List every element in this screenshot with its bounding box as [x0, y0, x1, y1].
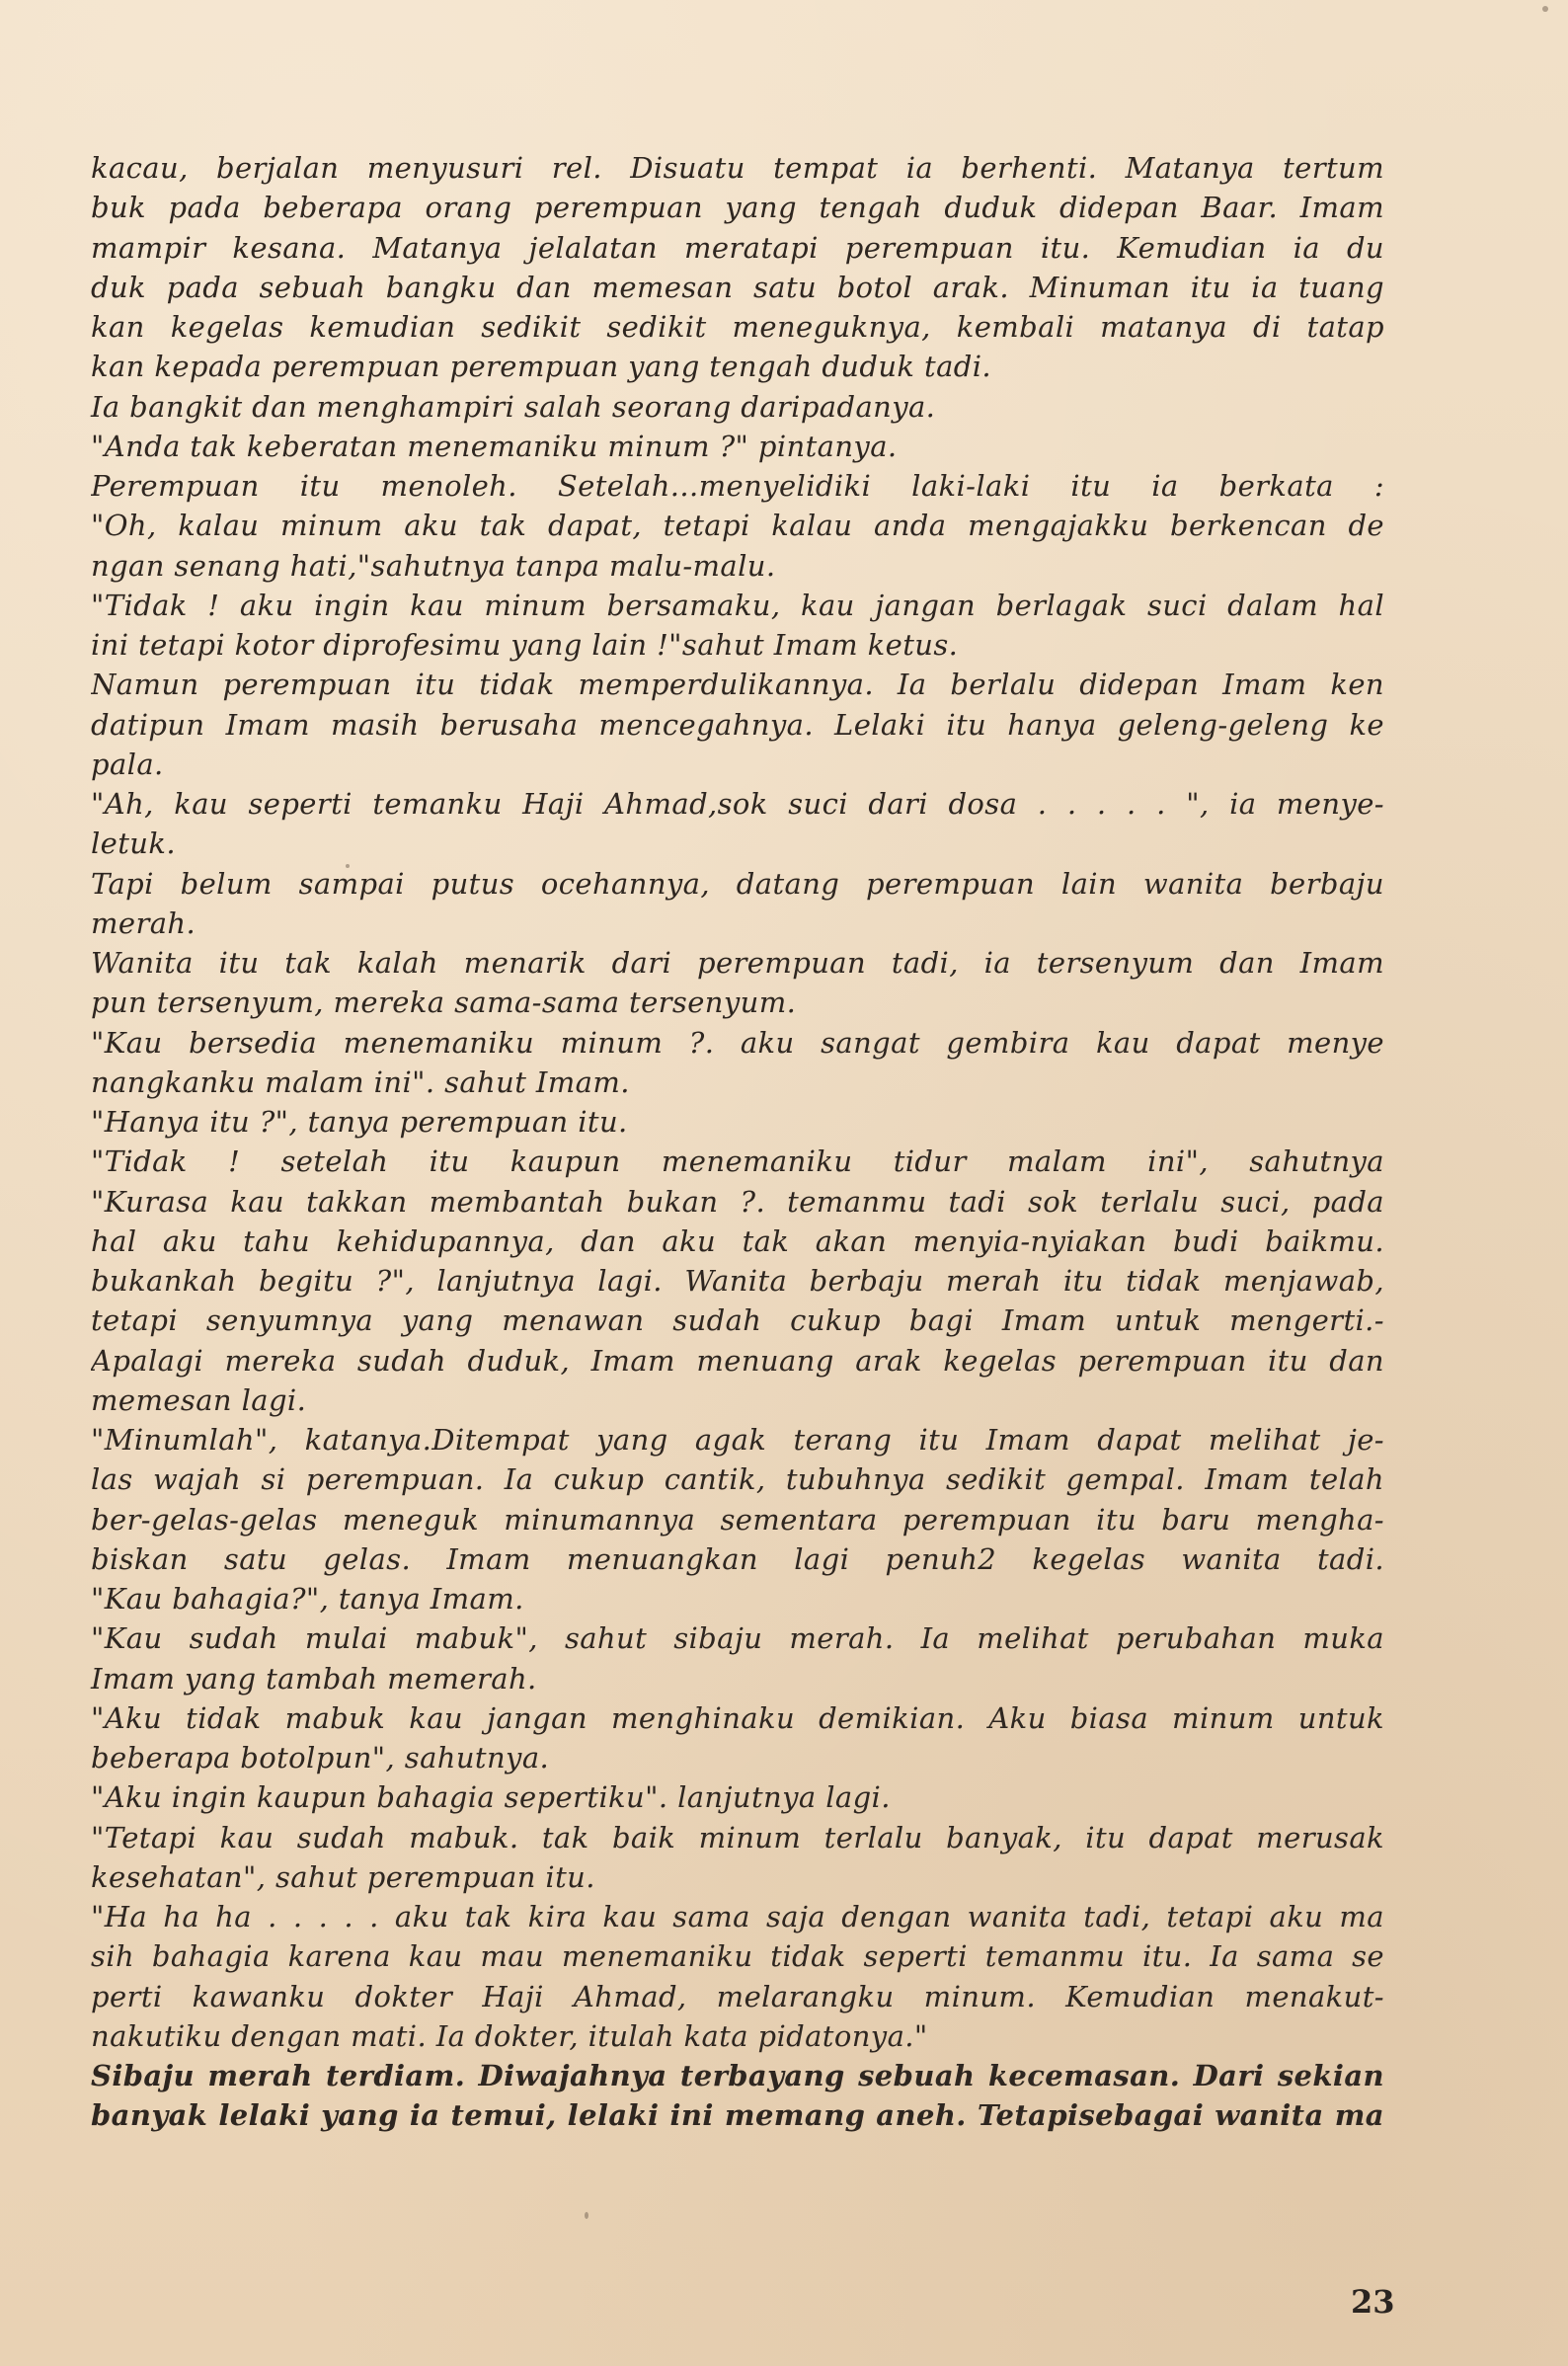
text-line: "Kurasa kau takkan membantah bukan ?. temanmu tadi sok terlalu suci, pada: [91, 1184, 1384, 1219]
text-line: kan kepada perempuan perempuan yang tengah duduk tadi.: [91, 350, 992, 384]
text-line: hal aku tahu kehidupannya, dan aku tak akan menyia-nyiakan budi baikmu.: [91, 1223, 1384, 1258]
text-line: "Kau bersedia menemaniku minum ?. aku sangat gembira kau dapat menye: [91, 1025, 1384, 1060]
text-line: pala.: [91, 747, 164, 781]
text-line: Tapi belum sampai putus ocehannya, datang perempuan lain wanita berbaju: [91, 866, 1384, 901]
text-line: Namun perempuan itu tidak memperdulikannya. Ia berlalu didepan Imam ken: [91, 668, 1384, 702]
text-line: "Tidak ! setelah itu kaupun menemaniku tidur malam ini", sahutnya: [91, 1144, 1384, 1179]
text-line: ber-gelas-gelas meneguk minumannya sementara perempuan itu baru mengha-: [91, 1502, 1384, 1537]
text-line: "Tetapi kau sudah mabuk. tak baik minum terlalu banyak, itu dapat merusak: [91, 1820, 1384, 1854]
text-line: Sibaju merah terdiam. Diwajahnya terbayang sebuah kecemasan. Dari sekian: [91, 2059, 1384, 2092]
text-line: "Hanya itu ?", tanya perempuan itu.: [91, 1105, 628, 1139]
text-line: "Oh, kalau minum aku tak dapat, tetapi kalau anda mengajakku berkencan de: [91, 509, 1384, 543]
page-number: 23: [1351, 2283, 1395, 2321]
text-line: "Anda tak keberatan menemaniku minum ?" pintanya.: [91, 429, 898, 463]
text-line: mampir kesana. Matanya jelalatan meratapi perempuan itu. Kemudian ia du: [91, 230, 1384, 265]
text-line: Apalagi mereka sudah duduk, Imam menuang arak kegelas perempuan itu dan: [91, 1343, 1384, 1378]
text-line: Wanita itu tak kalah menarik dari perempuan tadi, ia tersenyum dan Imam: [91, 946, 1384, 980]
text-line: "Aku ingin kaupun bahagia sepertiku". lanjutnya lagi.: [91, 1780, 891, 1815]
text-line: "Ha ha ha . . . . . aku tak kira kau sama saja dengan wanita tadi, tetapi aku ma: [91, 1900, 1384, 1933]
text-line: "Aku tidak mabuk kau jangan menghinaku demikian. Aku biasa minum untuk: [91, 1700, 1384, 1735]
ink-speck: [1542, 6, 1548, 12]
text-line: bukankah begitu ?", lanjutnya lagi. Wanita berbaju merah itu tidak menjawab,: [91, 1264, 1384, 1298]
ink-speck: [585, 2212, 588, 2219]
text-line: merah.: [91, 906, 196, 940]
text-line: memesan lagi.: [91, 1382, 307, 1417]
body-text: [91, 148, 1384, 2136]
text-line: duk pada sebuah bangku dan memesan satu botol arak. Minuman itu ia tuang: [91, 270, 1384, 304]
text-line: "Kau sudah mulai mabuk", sahut sibaju merah. Ia melihat perubahan muka: [91, 1621, 1384, 1656]
text-line: buk pada beberapa orang perempuan yang tengah duduk didepan Baar. Imam: [91, 191, 1384, 225]
text-line: biskan satu gelas. Imam menuangkan lagi penuh2 kegelas wanita tadi.: [91, 1541, 1384, 1576]
text-line: beberapa botolpun", sahutnya.: [91, 1741, 550, 1774]
text-line: letuk.: [91, 827, 176, 861]
text-line: pun tersenyum, mereka sama-sama tersenyum.: [91, 986, 797, 1020]
text-line: kan kegelas kemudian sedikit sedikit meneguknya, kembali matanya di tatap: [91, 310, 1384, 344]
text-line: Perempuan itu menoleh. Setelah...menyelidiki laki-laki itu ia berkata :: [91, 469, 1384, 503]
text-line: Ia bangkit dan menghampiri salah seorang daripadanya.: [91, 389, 936, 424]
text-line: kacau, berjalan menyusuri rel. Disuatu tempat ia berhenti. Matanya tertum: [91, 151, 1384, 185]
text-line: las wajah si perempuan. Ia cukup cantik, tubuhnya sedikit gempal. Imam telah: [91, 1462, 1384, 1497]
text-line: ngan senang hati,"sahutnya tanpa malu-malu.: [91, 548, 776, 583]
text-line: banyak lelaki yang ia temui, lelaki ini memang aneh. Tetapisebagai wanita ma: [91, 2098, 1384, 2133]
text-line: ini tetapi kotor diprofesimu yang lain !"sahut Imam ketus.: [91, 628, 959, 662]
text-line: sih bahagia karena kau mau menemaniku tidak seperti temanmu itu. Ia sama se: [91, 1939, 1384, 1974]
text-line: "Tidak ! aku ingin kau minum bersamaku, kau jangan berlagak suci dalam hal: [91, 588, 1384, 622]
text-line: nangkanku malam ini". sahut Imam.: [91, 1065, 630, 1099]
text-line: Imam yang tambah memerah.: [91, 1661, 537, 1696]
text-line: "Kau bahagia?", tanya Imam.: [91, 1582, 524, 1616]
text-line: "Ah, kau seperti temanku Haji Ahmad,sok suci dari dosa . . . . . ", ia menye-: [91, 787, 1384, 821]
text-line: tetapi senyumnya yang menawan sudah cukup bagi Imam untuk mengerti.-: [91, 1303, 1384, 1338]
text-line: "Minumlah", katanya.Ditempat yang agak terang itu Imam dapat melihat je-: [91, 1423, 1384, 1457]
text-line: kesehatan", sahut perempuan itu.: [91, 1859, 595, 1894]
text-line: datipun Imam masih berusaha mencegahnya. Lelaki itu hanya geleng-geleng ke: [91, 707, 1384, 742]
text-line: nakutiku dengan mati. Ia dokter, itulah kata pidatonya.": [91, 2018, 928, 2053]
text-line: perti kawanku dokter Haji Ahmad, melarangku minum. Kemudian menakut-: [91, 1979, 1384, 2013]
